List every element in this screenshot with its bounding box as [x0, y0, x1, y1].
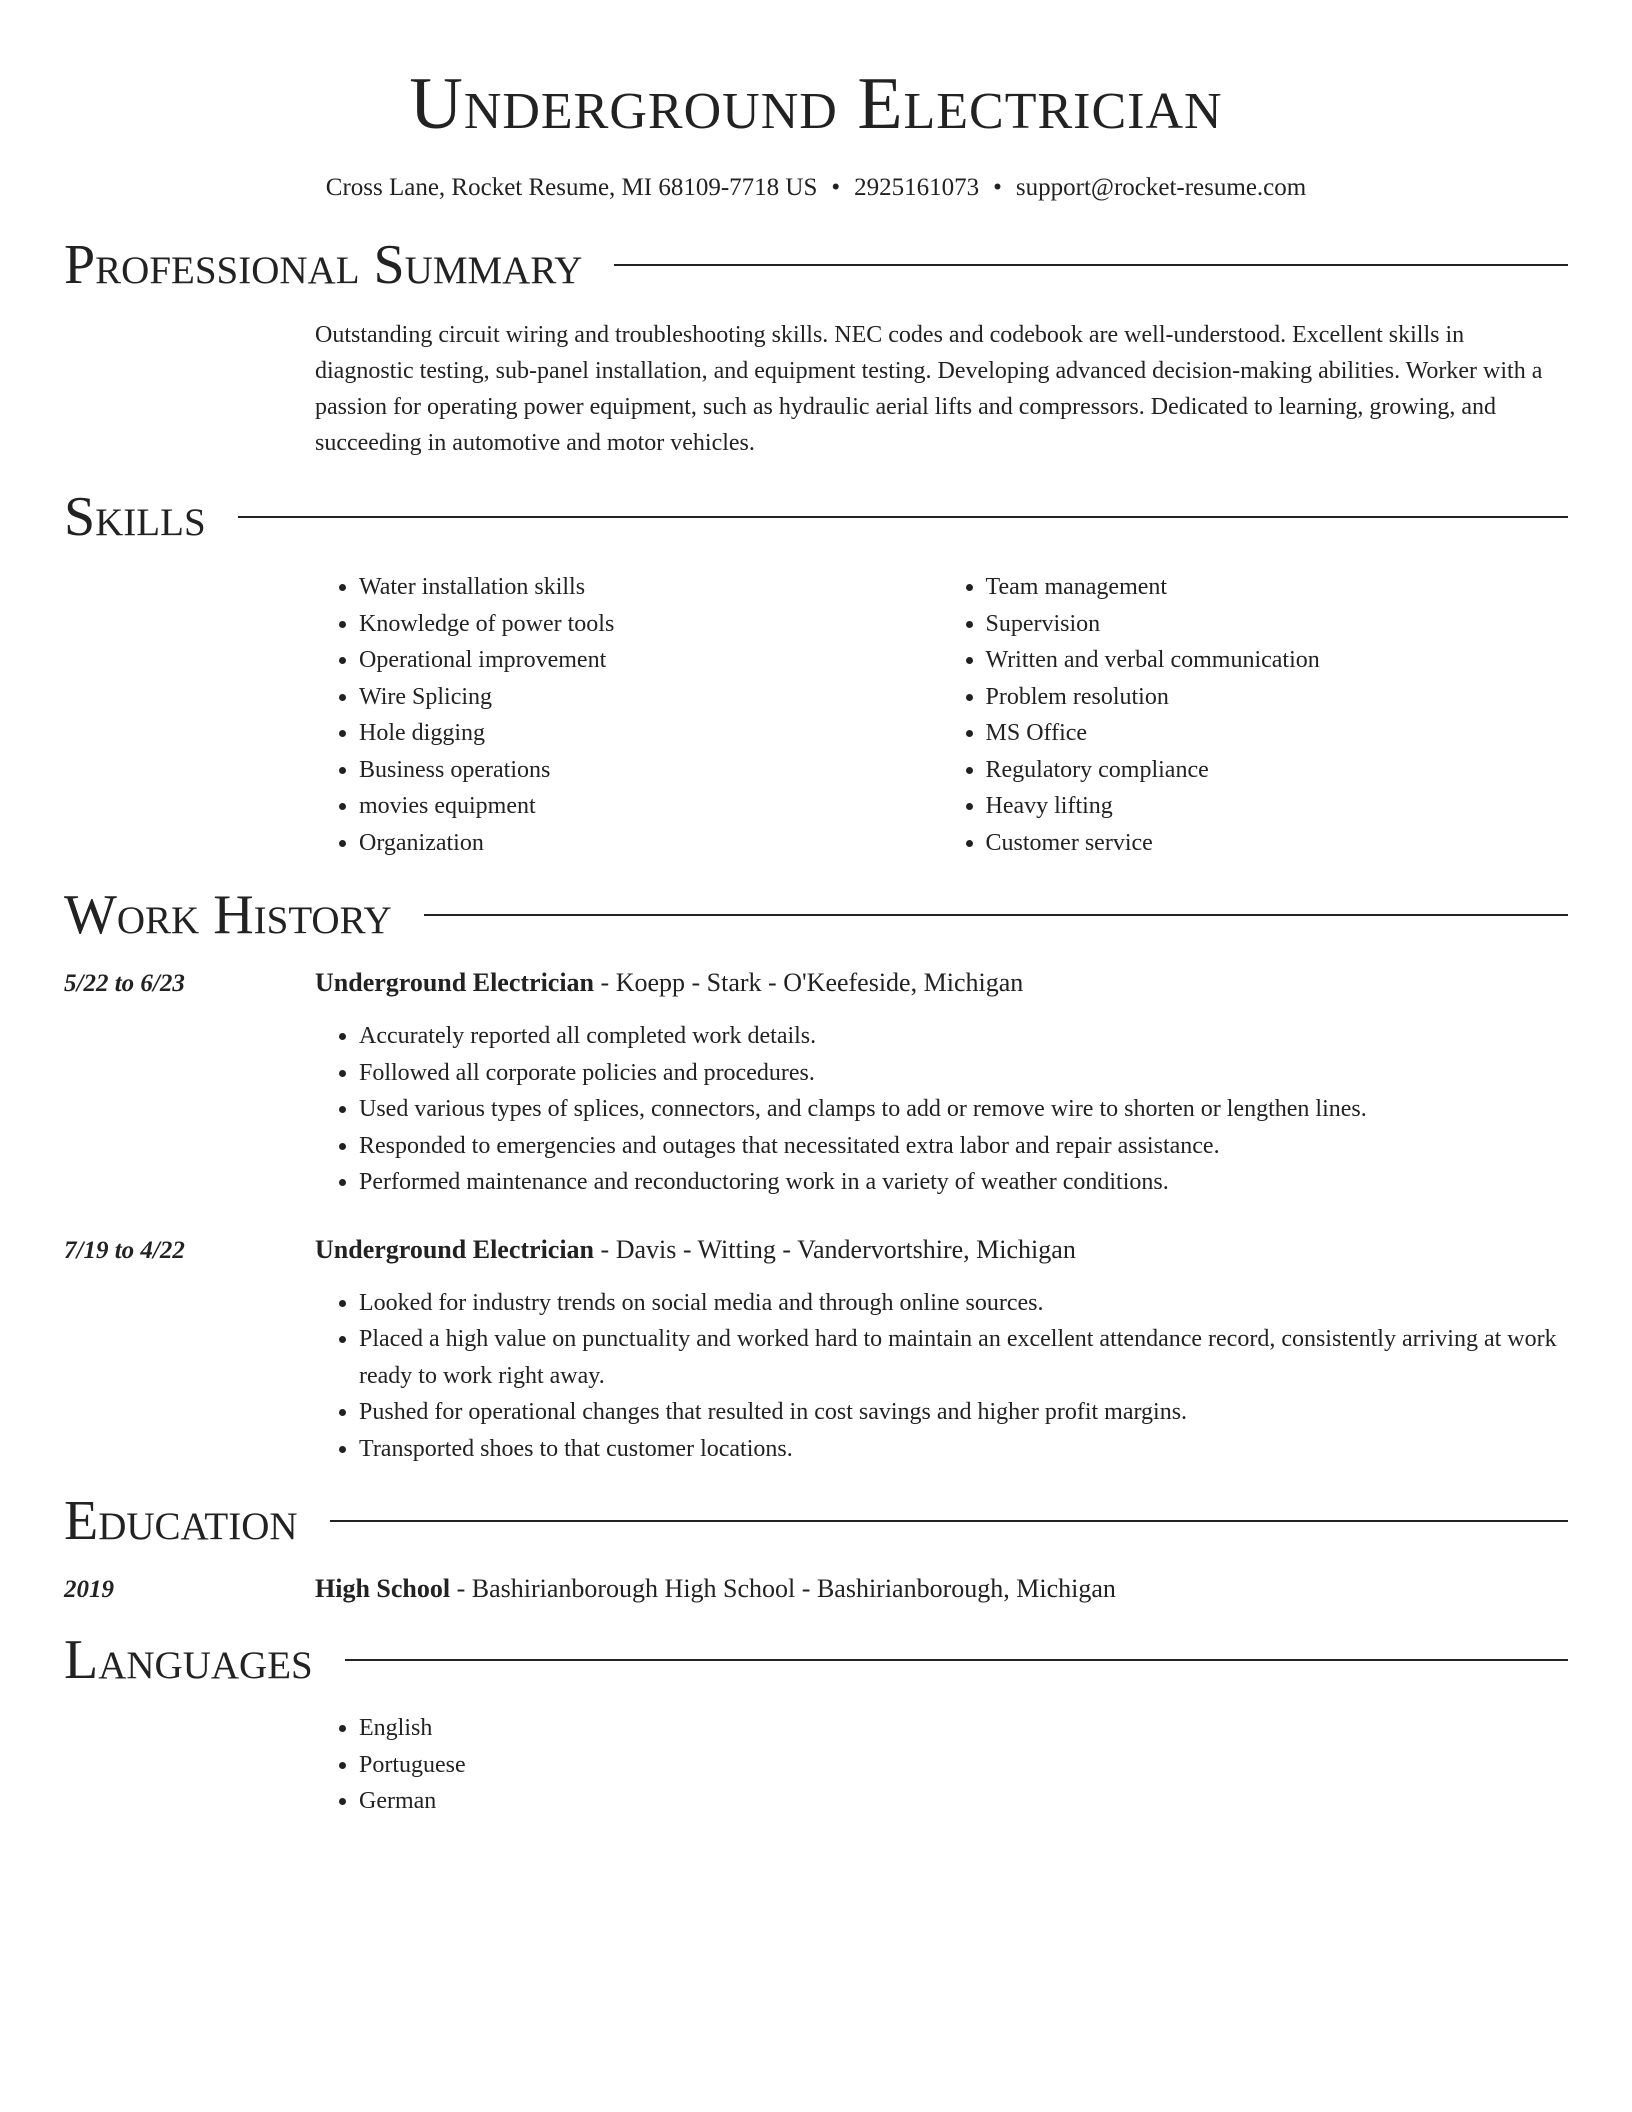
job-dates: 5/22 to 6/23 [64, 970, 185, 997]
section-title: Work History [64, 884, 392, 946]
job-bullets [315, 1285, 1568, 1468]
job-bullets [315, 1018, 1568, 1201]
section-divider [424, 914, 1568, 916]
job-bullet: • Accurately reported all completed work details. [359, 1018, 1568, 1055]
work-history-section [64, 883, 1568, 1467]
summary-section [64, 233, 1568, 461]
skill-item: • Hole digging [359, 715, 942, 752]
skills-section [64, 485, 1568, 861]
summary-text: Outstanding circuit wiring and troubleshooting skills. NEC codes and codebook are well-understood. Excellent skills in diagnostic testing, sub-panel installation, and equipment testing. Developing advanced decision-making abilities. Worker with a passion for operating power equipment, such as hydraulic aerial lifts and compressors. Dedicated to learning, growing, and succeeding in automotive and motor vehicles. [315, 322, 1543, 456]
languages-section [64, 1628, 1568, 1820]
job-bullet: • Performed maintenance and reconductoring work in a variety of weather conditions. [359, 1164, 1568, 1201]
job-header [64, 965, 1568, 1002]
job-dates: 7/19 to 4/22 [64, 1236, 185, 1264]
skill-item: • Regulatory compliance [986, 752, 1569, 789]
section-header [64, 1489, 1568, 1553]
resume-page [64, 0, 1568, 1820]
job-bullet: • Pushed for operational changes that resulted in cost savings and higher profit margins. [359, 1394, 1568, 1431]
education-entry [64, 1571, 1568, 1608]
section-title: Professional Summary [64, 234, 583, 296]
education-line [315, 1571, 1116, 1607]
job-entry [64, 965, 1568, 1201]
section-title: Education [64, 1490, 298, 1552]
skill-item: • Business operations [359, 752, 942, 789]
education-degree: High School [315, 1574, 451, 1603]
section-title: Languages [64, 1629, 313, 1691]
job-bullet: • Looked for industry trends on social media and through online sources. [359, 1285, 1568, 1322]
skills-list-right [942, 569, 1569, 861]
skill-item: • Supervision [986, 606, 1569, 643]
language-item: • German [359, 1783, 1568, 1820]
skill-item: • Knowledge of power tools [359, 606, 942, 643]
skill-item: • Wire Splicing [359, 679, 942, 716]
section-header [64, 485, 1568, 549]
section-divider [238, 516, 1568, 518]
section-header [64, 233, 1568, 297]
job-bullet: • Placed a high value on punctuality and worked hard to maintain an excellent attendance record, consistently arriving at work ready to work right away. [359, 1321, 1568, 1394]
candidate-name: Underground Electrician [409, 63, 1223, 145]
job-title-line [315, 1232, 1076, 1268]
job-bullet: • Transported shoes to that customer locations. [359, 1431, 1568, 1468]
skill-item: • MS Office [986, 715, 1569, 752]
section-header [64, 1628, 1568, 1692]
skill-item: • Water installation skills [359, 569, 942, 606]
contact-line [64, 172, 1568, 204]
skills-grid [315, 569, 1568, 861]
job-title-line [315, 965, 1023, 1001]
job-details: - Davis - Witting - Vandervortshire, Michigan [594, 1234, 1076, 1264]
section-divider [614, 264, 1568, 266]
job-role: Underground Electrician [315, 968, 595, 997]
job-bullet: • Followed all corporate policies and procedures. [359, 1055, 1568, 1092]
skill-item: • Operational improvement [359, 642, 942, 679]
job-entry [64, 1232, 1568, 1468]
job-role: Underground Electrician [315, 1234, 595, 1264]
contact-address: Cross Lane, Rocket Resume, MI 68109-7718 US [325, 174, 818, 201]
job-details: - Koepp - Stark - O'Keefeside, Michigan [594, 968, 1024, 997]
section-title: Skills [64, 486, 206, 548]
job-bullet: • Responded to emergencies and outages that necessitated extra labor and repair assistance. [359, 1128, 1568, 1165]
skill-item: • Customer service [986, 825, 1569, 862]
section-divider [345, 1659, 1568, 1661]
section-header [64, 883, 1568, 947]
separator-dot: • [831, 174, 841, 201]
education-details: - Bashirianborough High School - Bashirianborough, Michigan [450, 1574, 1116, 1603]
education-section [64, 1489, 1568, 1608]
job-bullet: • Used various types of splices, connectors, and clamps to add or remove wire to shorten or lengthen lines. [359, 1091, 1568, 1128]
section-divider [330, 1520, 1568, 1522]
skills-list-left [315, 569, 942, 861]
separator-dot: • [993, 174, 1002, 201]
education-year: 2019 [64, 1576, 114, 1603]
skill-item: • Organization [359, 825, 942, 862]
skill-item: • movies equipment [359, 788, 942, 825]
job-header [64, 1232, 1568, 1269]
skill-item: • Heavy lifting [986, 788, 1569, 825]
skill-item: • Team management [986, 569, 1569, 606]
contact-phone: 2925161073 [854, 174, 980, 201]
skill-item: • Problem resolution [986, 679, 1569, 716]
contact-email[interactable]: support@rocket-resume.com [1015, 174, 1307, 201]
language-item: • Portuguese [359, 1747, 1568, 1784]
languages-list [315, 1710, 1568, 1820]
resume-header [64, 0, 1568, 204]
skill-item: • Written and verbal communication [986, 642, 1569, 679]
language-item: • English [359, 1710, 1568, 1747]
